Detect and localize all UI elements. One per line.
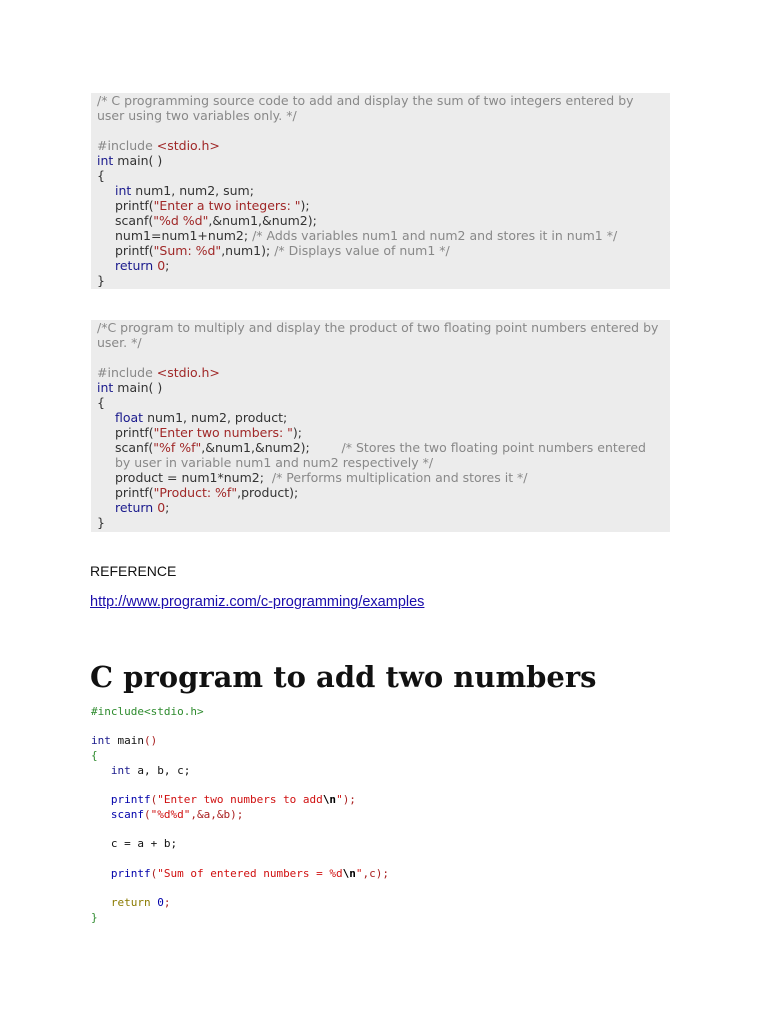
code-line	[91, 911, 691, 926]
code-token: ()	[144, 734, 158, 748]
code-token: "Enter two numbers: "	[153, 425, 293, 440]
code-token: "%d %d"	[153, 213, 209, 228]
code-line	[91, 734, 691, 749]
code-token: scanf(	[115, 213, 154, 228]
code-line	[97, 395, 664, 410]
code-line	[97, 350, 664, 365]
code-token: printf(	[115, 485, 154, 500]
code-line	[97, 515, 664, 530]
code-token: ;	[165, 258, 170, 273]
code-line	[91, 720, 691, 735]
code-line	[91, 779, 691, 794]
code-token: "Enter two numbers to add	[157, 793, 323, 807]
code-line	[97, 500, 664, 515]
code-token: "Product: %f"	[153, 485, 238, 500]
code-token: int	[97, 380, 114, 395]
code-token: int	[91, 734, 111, 748]
code-token: #include<stdio.h>	[91, 705, 204, 718]
code-token: ,product);	[237, 485, 299, 500]
code-block-add-two-numbers	[91, 705, 691, 925]
code-token: /* Adds variables num1 and num2 and stores it in num1 */	[252, 228, 618, 243]
code-token: #include	[97, 365, 157, 380]
code-line	[97, 153, 664, 168]
code-token: 0	[157, 258, 166, 273]
code-token: "Enter a two integers: "	[153, 198, 301, 213]
code-line	[91, 793, 691, 808]
code-token: num1=num1+num2;	[115, 228, 253, 243]
code-token: ,&a,&b);	[190, 807, 244, 821]
code-token: /* Stores the two floating point numbers entered by user in variable num1 and num2 respectively */	[115, 440, 650, 470]
code-token: a, b, c;	[130, 763, 191, 777]
code-token: /* Performs multiplication and stores it */	[271, 470, 528, 485]
code-line	[91, 867, 691, 882]
code-line	[97, 410, 664, 425]
code-token: float	[115, 410, 144, 425]
code-line	[97, 365, 664, 380]
code-token: }	[97, 273, 105, 288]
code-token: printf(	[115, 243, 154, 258]
code-token: "	[336, 793, 343, 807]
code-line	[97, 440, 664, 470]
code-line	[91, 808, 691, 823]
code-line	[97, 258, 664, 273]
code-token: scanf	[91, 807, 144, 821]
section-title: C program to add two numbers	[90, 660, 597, 694]
code-line	[91, 881, 691, 896]
code-token: return	[91, 896, 151, 910]
code-token: product = num1*num2;	[115, 470, 272, 485]
reference-link[interactable]: http://www.programiz.com/c-programming/examples	[90, 594, 425, 610]
code-token: {	[97, 395, 105, 410]
code-token: ;	[163, 896, 171, 910]
code-token: #include	[97, 138, 157, 153]
code-token: "%d%d"	[150, 807, 191, 821]
code-token: ,&num1,&num2);	[201, 440, 342, 455]
code-token: /*C program to multiply and display the product of two floating point numbers entered by user. */	[97, 320, 663, 350]
code-token: /* C programming source code to add and display the sum of two integers entered by user using two variables only. */	[97, 93, 638, 123]
code-token: {	[91, 749, 98, 763]
code-token: return	[115, 258, 154, 273]
code-token: printf	[91, 793, 151, 807]
code-token: "Sum: %d"	[153, 243, 222, 258]
code-token: 0	[157, 500, 166, 515]
code-token: ,num1);	[221, 243, 275, 258]
code-line	[91, 705, 691, 720]
code-token: c = a + b;	[91, 837, 178, 851]
code-token: main( )	[113, 153, 163, 168]
code-line	[97, 198, 664, 213]
code-line	[97, 470, 664, 485]
code-token: 0	[157, 896, 164, 910]
code-token: );	[342, 793, 356, 807]
code-token: return	[115, 500, 154, 515]
code-line	[91, 837, 691, 852]
code-token: int	[115, 183, 132, 198]
code-line	[97, 273, 664, 288]
code-token: printf(	[115, 198, 154, 213]
code-token: <stdio.h>	[156, 138, 220, 153]
code-line	[97, 228, 664, 243]
code-token: ;	[165, 500, 170, 515]
code-token: /* Displays value of num1 */	[274, 243, 450, 258]
code-token: );	[300, 198, 310, 213]
code-line	[97, 425, 664, 440]
code-token: {	[97, 168, 105, 183]
code-line	[97, 320, 664, 350]
reference-heading: REFERENCE	[90, 563, 177, 579]
code-token: main( )	[113, 380, 163, 395]
code-token: num1, num2, sum;	[131, 183, 254, 198]
code-token: ,c);	[362, 866, 390, 880]
code-token: "%f %f"	[153, 440, 202, 455]
code-line	[91, 823, 691, 838]
code-token: scanf(	[115, 440, 154, 455]
code-token: main	[110, 734, 144, 748]
code-line	[97, 213, 664, 228]
code-token: );	[292, 425, 303, 440]
code-token: int	[91, 763, 131, 777]
code-token: ,&num1,&num2);	[208, 213, 317, 228]
code-block-add-integers	[91, 93, 670, 289]
code-token: "Sum of entered numbers = %d	[157, 866, 343, 880]
code-token: num1, num2, product;	[143, 410, 288, 425]
code-line	[97, 168, 664, 183]
code-line	[97, 243, 664, 258]
code-line	[97, 93, 664, 123]
code-token: <stdio.h>	[156, 365, 220, 380]
code-token: }	[91, 910, 98, 924]
code-token: "	[355, 866, 363, 880]
code-block-multiply-floats	[91, 320, 670, 532]
code-token: (	[150, 793, 158, 807]
code-token: \n	[342, 866, 356, 880]
code-token: int	[97, 153, 114, 168]
code-token: \n	[322, 793, 337, 807]
code-line	[97, 380, 664, 395]
code-token: (	[150, 866, 158, 880]
code-token: }	[97, 515, 105, 530]
code-line	[97, 138, 664, 153]
code-line	[91, 749, 691, 764]
code-line	[97, 183, 664, 198]
code-token: printf	[91, 866, 151, 880]
code-line	[91, 852, 691, 867]
code-line	[91, 896, 691, 911]
code-line	[91, 764, 691, 779]
code-token: printf(	[115, 425, 154, 440]
code-token: (	[143, 807, 151, 821]
code-line	[97, 123, 664, 138]
code-line	[97, 485, 664, 500]
